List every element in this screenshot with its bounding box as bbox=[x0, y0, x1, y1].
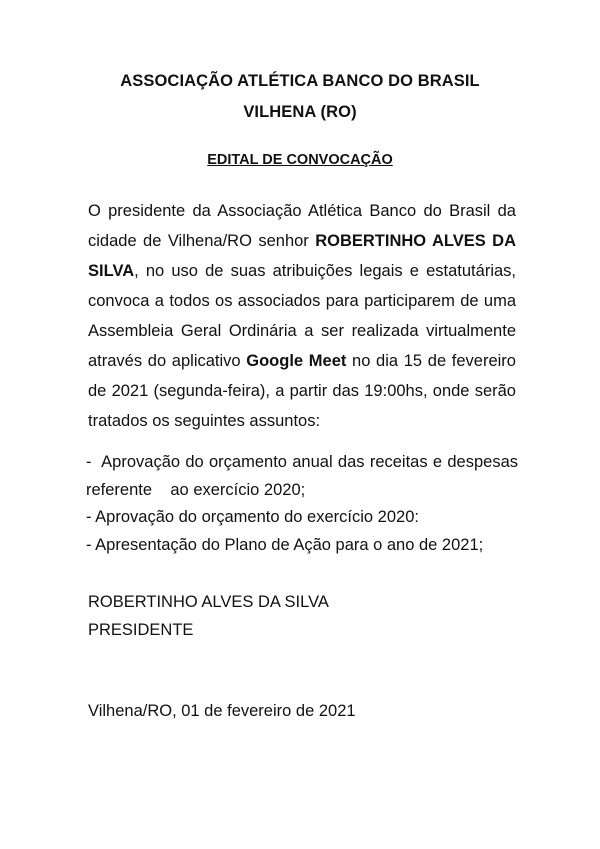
document-title: EDITAL DE CONVOCAÇÃO bbox=[207, 152, 393, 168]
place-and-date: Vilhena/RO, 01 de fevereiro de 2021 bbox=[88, 702, 356, 720]
meeting-app-bold: Google Meet bbox=[246, 352, 347, 370]
agenda-item: - Aprovação do orçamento anual das receitas e despesas referente ao exercício 2020; bbox=[86, 453, 523, 499]
paragraph-text-part-1: O presidente da Associação Atlética Banco do Brasil da cidade de Vilhena/RO senhor bbox=[88, 202, 516, 250]
paragraph-text-part-2: , no uso de suas atribuições legais e estatutárias, convoca a todos os associados para participarem de uma Assembleia Geral Ordinária a ser realizada virtualmente através do aplicativo bbox=[88, 262, 516, 370]
signatory-name: ROBERTINHO ALVES DA SILVA bbox=[88, 593, 329, 611]
organization-name: ASSOCIAÇÃO ATLÉTICA BANCO DO BRASIL bbox=[120, 72, 480, 90]
convocation-paragraph bbox=[88, 196, 516, 436]
signature-block bbox=[88, 589, 329, 644]
agenda-list bbox=[86, 449, 523, 559]
agenda-item: - Apresentação do Plano de Ação para o ano de 2021; bbox=[86, 535, 484, 554]
president-name-bold: ROBERTINHO ALVES DA SILVA bbox=[88, 232, 516, 280]
signatory-role: PRESIDENTE bbox=[88, 620, 194, 639]
organization-city: VILHENA (RO) bbox=[243, 103, 357, 121]
agenda-item: - Aprovação do orçamento do exercício 2020: bbox=[86, 508, 419, 526]
paragraph-text-part-3: no dia 15 de fevereiro de 2021 (segunda-feira), a partir das 19:00hs, onde serão tratados os seguintes assuntos: bbox=[88, 352, 516, 430]
